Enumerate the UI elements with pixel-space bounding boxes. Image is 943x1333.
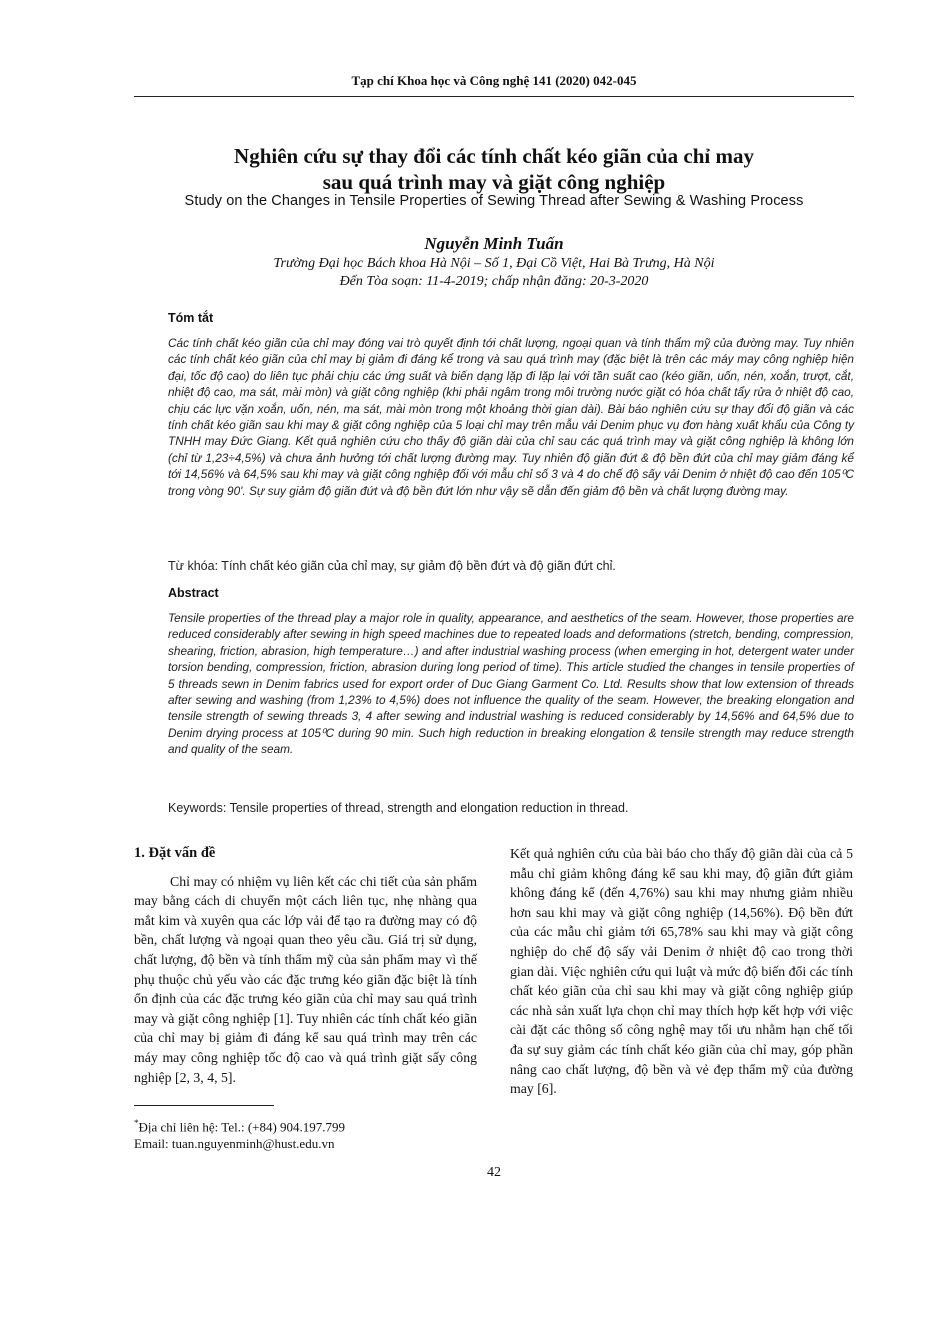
body-left-column [134, 844, 477, 1087]
submission-dates: Đến Tòa soạn: 11-4-2019; chấp nhận đăng: 20-3-2020 [339, 274, 649, 289]
footnote-marker: * [134, 1118, 139, 1128]
footnote-email: Email: tuan.nguyenminh@hust.edu.vn [134, 1136, 335, 1151]
summary-text: Các tính chất kéo giãn của chỉ may đóng vai trò quyết định tới chất lượng, ngoại quan và tính thẩm mỹ của đường may. Tuy nhiên các tính chất kéo giãn của chỉ may bị giảm đi đáng kể trong và sau quá trình may (đặc biệt là trên các máy may công nghiệp hiện đại, tốc độ cao) do liên tục phải chịu các ứng suất và biến dạng lặp đi lặp lại với tần suất cao (kéo giãn, uốn, nén, xoắn, trượt, cắt, nhiệt độ cao, ma sát, mài mòn) và giặt công nghiệp (khi phải ngâm trong môi trường nước giặt có hóa chất tẩy rửa ở nhiệt độ cao, chịu các lực vặn xoắn, uốn, nén, ma sát, mài mòn trong một khoảng thời gian dài). Bài báo nghiên cứu sự thay đổi độ giãn và các tính chất kéo giãn sau khi may & giặt công nghiệp của 5 loại chỉ may trên mẫu vải Denim phục vụ đơn hàng xuất khẩu của Công ty TNHH may Đức Giang. Kết quả nghiên cứu cho thấy độ giãn dài của chỉ sau các quá trình may và giặt công nghiệp là không lớn (chỉ từ 1,23÷4,5%) và chưa ảnh hưởng tới chất lượng đường may. Tuy nhiên độ giãn đứt & độ bền đứt của chỉ may giảm đáng kể tới 14,56% và 64,5% sau khi may và giặt công nghiệp đối với mẫu chỉ số 3 và 4 do chế độ sấy vải Denim ở nhiệt độ cao đến 105⁰C trong vòng 90'. Sự suy giảm độ giãn đứt và độ bền đứt lớn như vậy sẽ dẫn đến giảm độ bền và chất lượng đường may. [168, 336, 854, 498]
author-affiliation: Trường Đại học Bách khoa Hà Nội – Số 1, Đại Cồ Việt, Hai Bà Trưng, Hà Nội [273, 256, 715, 271]
right-paragraph: Kết quả nghiên cứu của bài báo cho thấy độ giãn dài của cả 5 mẫu chỉ giảm không đáng kể sau khi may, độ giãn đứt giảm không đáng kể (đến 4,76%) sau khi may nhưng giảm nhiều hơn sau khi may và giặt công nghiệp (14,56%). Độ bền đứt của các mẫu chỉ giảm tới 65,78% sau khi may và giặt công nghiệp do chế độ sấy vải Denim ở nhiệt độ cao trong thời gian dài. Việc nghiên cứu qui luật và mức độ biến đổi các tính chất kéo giãn của chỉ sau khi may và giặt công nghiệp giúp các nhà sản xuất lựa chọn chỉ may thích hợp kết hợp với việc cài đặt các thông số công nghệ may tối ưu nhằm hạn chế tối đa sự suy giảm các tính chất kéo giãn của chỉ may, góp phần nâng cao chất lượng, độ bền và vẻ đẹp thẩm mỹ của đường may [6]. [510, 846, 853, 1097]
journal-header: Tạp chí Khoa học và Công nghệ 141 (2020) 042-045 [351, 73, 637, 88]
header-rule [134, 96, 854, 97]
page-number: 42 [487, 1165, 501, 1180]
footnote-contact-text: Địa chỉ liên hệ: Tel.: (+84) 904.197.799 [138, 1119, 346, 1135]
section-1-heading: 1. Đặt vấn đề [134, 845, 216, 861]
body-right-column [510, 844, 853, 1099]
footnote-contact [134, 1114, 534, 1136]
author-name: Nguyễn Minh Tuấn [424, 234, 564, 253]
paper-title [134, 143, 854, 195]
abstract-keywords: Keywords: Tensile properties of thread, strength and elongation reduction in thread. [168, 801, 629, 815]
footnote-rule [134, 1105, 274, 1106]
title-line-2: sau quá trình may và giặt công nghiệp [322, 170, 666, 194]
abstract-heading: Abstract [168, 586, 219, 600]
title-line-1: Nghiên cứu sự thay đổi các tính chất kéo giãn của chỉ may [234, 144, 754, 168]
summary-heading: Tóm tắt [168, 311, 214, 325]
summary-keywords: Từ khóa: Tính chất kéo giãn của chỉ may, sự giảm độ bền đứt và độ giãn đứt chỉ. [168, 559, 616, 573]
abstract-text: Tensile properties of the thread play a major role in quality, appearance, and aesthetics of the seam. However, those properties are reduced considerably after sewing in high speed machines due to repeated loads and deformations (stretch, bending, compression, shearing, friction, abrasion, high temperature…) and after industrial washing process (when emerging in hot, detergent water under torsion bending, compression, friction, abrasion during long period of time). This article studied the changes in tensile properties of 5 threads sewn in Denim fabrics used for export order of Duc Giang Garment Co. Ltd. Results show that low extension of threads after sewing and washing (from 1,23% to 4,5%) does not influence the quality of the seam. However, the breaking elongation and tensile strength of sewing threads 3, 4 after sewing and industrial washing is reduced considerably by 14,56% and 64,5% due to Denim drying process at 105⁰C during 90 min. Such high reduction in breaking elongation & tensile strength may reduce strength and quality of the seam. [168, 611, 854, 757]
paper-title-english: Study on the Changes in Tensile Properties of Sewing Thread after Sewing & Washing Process [184, 193, 804, 209]
left-paragraph: Chỉ may có nhiệm vụ liên kết các chi tiết của sản phẩm may bằng cách di chuyển một cách liên tục, nhẹ nhàng qua mắt kim và xuyên qua các lớp vải để tạo ra đường may có độ bền, chất lượng và ngoại quan theo yêu cầu. Giá trị sử dụng, chất lượng, độ bền và tính thẩm mỹ của sản phẩm may vì thế phụ thuộc chủ yếu vào các đặc trưng kéo giãn đặc biệt là tính ổn định của các đặc trưng kéo giãn của chỉ may sau quá trình may và giặt công nghiệp [1]. Tuy nhiên các tính chất kéo giãn của chỉ may bị giảm đi đáng kể sau quá trình may trên các máy may công nghiệp tốc độ cao và quá trình giặt sấy công nghiệp [2, 3, 4, 5]. [134, 873, 477, 1085]
